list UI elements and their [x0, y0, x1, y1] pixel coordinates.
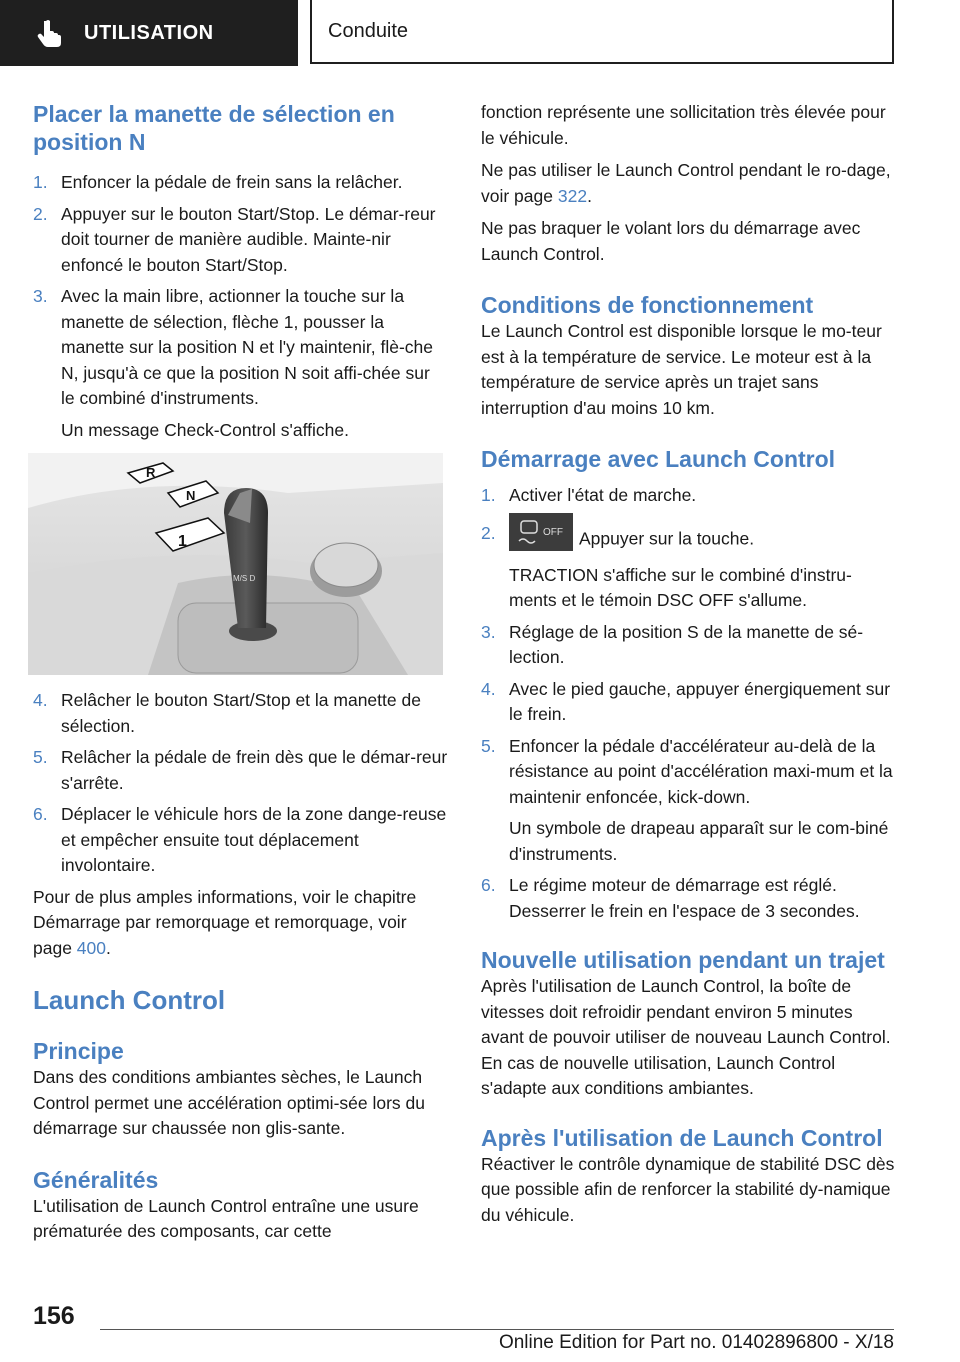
list-item: 6. Le régime moteur de démarrage est réglé. Desserrer le frein en l'espace de 3 secondes. [481, 875, 860, 921]
list-item: 3. Réglage de la position S de la manette de sé-lection. [481, 621, 864, 667]
list-item: 4. Avec le pied gauche, appuyer énergiquement sur le frein. [481, 678, 891, 724]
chapter-title: Conduite [328, 19, 409, 42]
page-link[interactable]: 322 [557, 185, 588, 206]
section-title: UTILISATION [84, 21, 214, 44]
step-note: Un symbole de drapeau apparaît sur le com-biné d'instruments. [509, 818, 889, 864]
list-item: 6. Déplacer le véhicule hors de la zone dange-reuse et empêcher ensuite tout déplacement involontaire. [33, 804, 447, 875]
right-column [481, 100, 899, 1228]
list-item: 2. Appuyer sur le bouton Start/Stop. Le démar-reur doit tourner de manière audible. Mainte-nir enfoncé le bouton Start/Stop. [33, 203, 436, 275]
nouvelle-paragraph: Après l'utilisation de Launch Control, la boîte de vitesses doit refroidir pendant environ 5 minutes avant de pouvoir utiliser de nouveau Launch Control. En cas de nouvelle utilisation, Launch Control s'adapte aux conditions ambiantes. [481, 976, 891, 1098]
list-item: 1. Enfoncer la pédale de frein sans la relâcher. [33, 172, 403, 192]
photo-label-r: R [146, 465, 156, 480]
heading-conditions: Conditions de fonctionnement [481, 292, 814, 318]
edition-text: Online Edition for Part no. 01402896800 - X/18 [498, 1332, 894, 1353]
dsc-off-button-icon [509, 513, 573, 551]
gear-selector-photo [28, 453, 443, 675]
photo-label-1: 1 [178, 533, 187, 550]
continued-paragraph: fonction représente une sollicitation très élevée pour le véhicule. [481, 102, 886, 148]
rodage-paragraph: Ne pas utiliser le Launch Control pendant le ro-dage, voir page 322. [481, 160, 891, 206]
volant-paragraph: Ne pas braquer le volant lors du démarrage avec Launch Control. [481, 218, 861, 264]
heading-position-n: Placer la manette de sélection en position N [33, 101, 395, 155]
list-item: 5. Enfoncer la pédale d'accélérateur au-delà de la résistance au point d'accélération maxi-mum et la maintenir enfoncée, kick-down. [481, 735, 893, 807]
list-item: 4. Relâcher le bouton Start/Stop et la manette de sélection. [33, 690, 421, 736]
conditions-paragraph: Le Launch Control est disponible lorsque le mo-teur est à la température de service. Le moteur est à la température de service après un trajet sans interruption d'au moins 10 km. [481, 321, 882, 418]
photo-label-n: N [186, 488, 196, 503]
left-column-lower [33, 688, 448, 1245]
svg-text:OFF: OFF [543, 526, 563, 538]
list-item: 3. Avec la main libre, actionner la touche sur la manette de sélection, flèche 1, pousser la manette sur la position N et l'y maintenir, flè-che N, jusqu'à ce que la position N soit affi-chée sur le combiné d'instruments. [33, 286, 433, 408]
chapter-box [310, 0, 894, 64]
generalites-paragraph: L'utilisation de Launch Control entraîne une usure prématurée des composants, car cette [33, 1195, 419, 1241]
step-note: TRACTION s'affiche sur le combiné d'instru-ments et le témoin DSC OFF s'allume. [509, 564, 852, 610]
step-note: Un message Check-Control s'affiche. [61, 419, 350, 440]
list-item: 5. Relâcher la pédale de frein dès que le démar-reur s'arrête. [33, 747, 448, 793]
page-link[interactable]: 400 [76, 937, 106, 958]
left-column [33, 100, 448, 443]
list-item: 2. OFF Appuyer sur la touche. [481, 521, 899, 559]
footer-rule [100, 1329, 894, 1330]
svg-text:M/S D: M/S D [233, 574, 256, 583]
more-info-paragraph: Pour de plus amples informations, voir le chapitre Démarrage par remorquage et remorquage, voir page 400. [33, 886, 417, 958]
heading-principe: Principe [33, 1038, 124, 1064]
page-header [0, 0, 960, 66]
principe-paragraph: Dans des conditions ambiantes sèches, le Launch Control permet une accélération optimi-sée lors du démarrage sur chaussée non glis-sante. [33, 1067, 425, 1138]
page-number: 156 [33, 1302, 75, 1330]
heading-nouvelle: Nouvelle utilisation pendant un trajet [481, 947, 885, 973]
heading-apres: Après l'utilisation de Launch Control [481, 1124, 883, 1151]
heading-demarrage: Démarrage avec Launch Control [481, 446, 836, 472]
heading-generalites: Généralités [33, 1166, 159, 1193]
page-footer [0, 1290, 960, 1362]
apres-paragraph: Réactiver le contrôle dynamique de stabilité DSC dès que possible afin de renforcer la stabilité dy-namique du véhicule. [481, 1153, 895, 1225]
section-tab [0, 0, 298, 66]
heading-launch-control: Launch Control [33, 985, 226, 1015]
list-item: 1. Activer l'état de marche. [481, 485, 697, 505]
hand-pointer-icon [34, 17, 66, 49]
